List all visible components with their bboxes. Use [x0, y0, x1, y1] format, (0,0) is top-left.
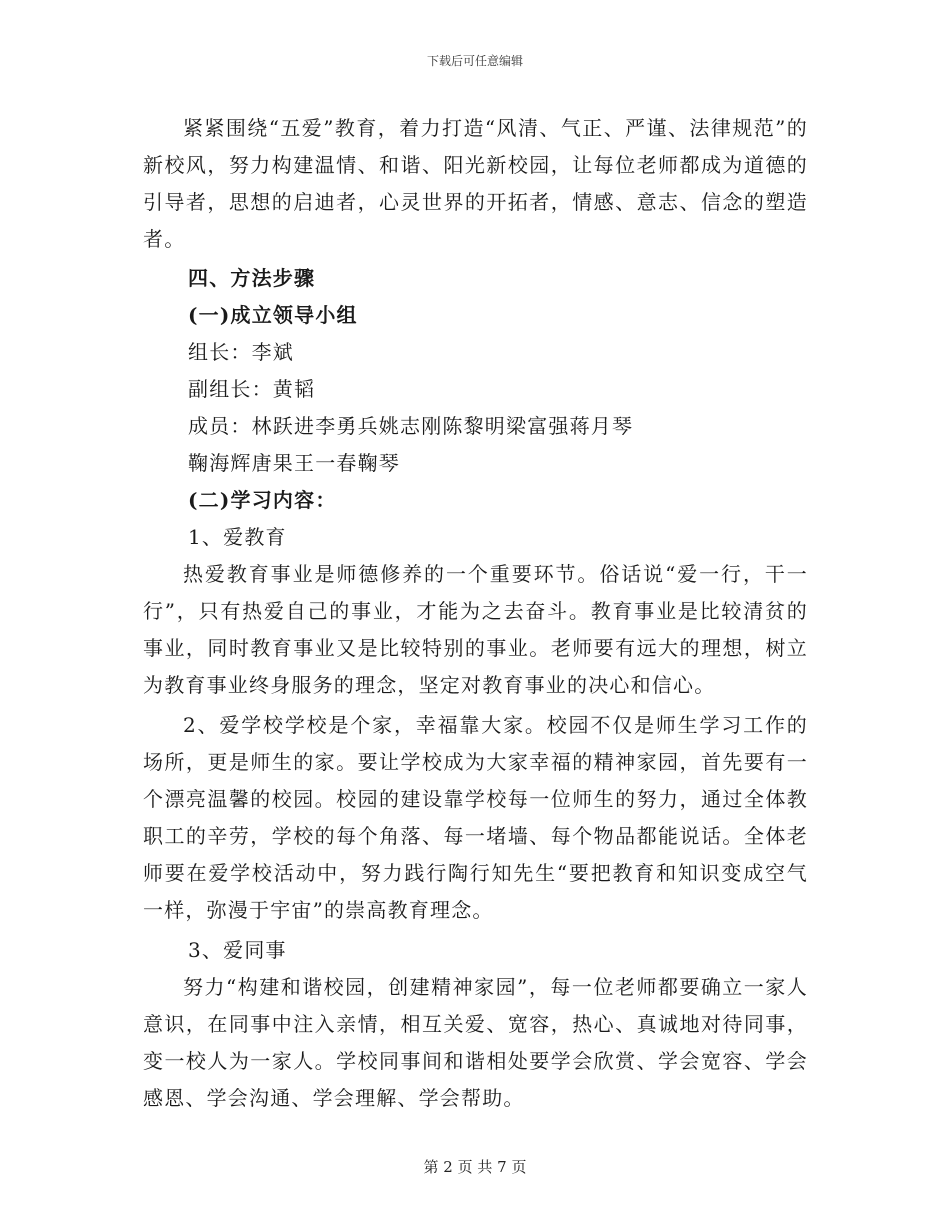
page-header: 下载后可任意编辑: [426, 54, 523, 68]
group-leader: 组长：李斌: [188, 340, 294, 364]
item-3-title: 3、爱同事: [188, 938, 287, 962]
item-1-title: 1、爱教育: [188, 525, 287, 549]
subheading-study-content: (二)学习内容：: [188, 488, 337, 512]
intro-paragraph: 紧紧围绕“五爱”教育，着力打造“风清、气正、严谨、法律规范”的新校风，努力构建温情、和谐、阳光新校园，让每位老师都成为道德的引导者，思想的启迪者，心灵世界的开拓者，情感、意志、信念的塑造者。: [143, 116, 808, 251]
item-1-paragraph: 热爱教育事业是师德修养的一个重要环节。俗话说“爱一行，干一行”，只有热爱自己的事业，才能为之去奋斗。教育事业是比较清贫的事业，同时教育事业又是比较特别的事业。老师要有远大的理想，树立为教育事业终身服务的理念，坚定对教育事业的决心和信心。: [143, 562, 808, 697]
deputy-leader: 副组长：黄韬: [188, 377, 316, 401]
members-line-2: 鞠海辉唐果王一春鞠琴: [188, 451, 400, 475]
item-2-paragraph: 2、爱学校学校是个家，幸福靠大家。校园不仅是师生学习工作的场所，更是师生的家。要让学校成为大家幸福的精神家园，首先要有一个漂亮温馨的校园。校园的建设靠学校每一位师生的努力，通过全体教职工的辛劳，学校的每个角落、每一堵墙、每个物品都能说话。全体老师要在爱学校活动中，努力践行陶行知先生“要把教育和知识变成空气一样，弥漫于宇宙”的崇高教育理念。: [143, 713, 808, 922]
subheading-leadership-group: (一)成立领导小组: [188, 303, 358, 327]
members-line-1: 成员：林跃进李勇兵姚志刚陈黎明梁富强蒋月琴: [188, 414, 634, 438]
section-heading-methods: 四、方法步骤: [188, 266, 316, 290]
page-footer: 第 2 页 共 7 页: [423, 1158, 527, 1176]
document-body: [143, 110, 808, 1117]
item-3-paragraph: 努力“构建和谐校园，创建精神家园”，每一位老师都要确立一家人意识，在同事中注入亲情，相互关爱、宽容，热心、真诚地对待同事，变一校人为一家人。学校同事间和谐相处要学会欣赏、学会宽容、学会感恩、学会沟通、学会理解、学会帮助。: [143, 975, 808, 1110]
